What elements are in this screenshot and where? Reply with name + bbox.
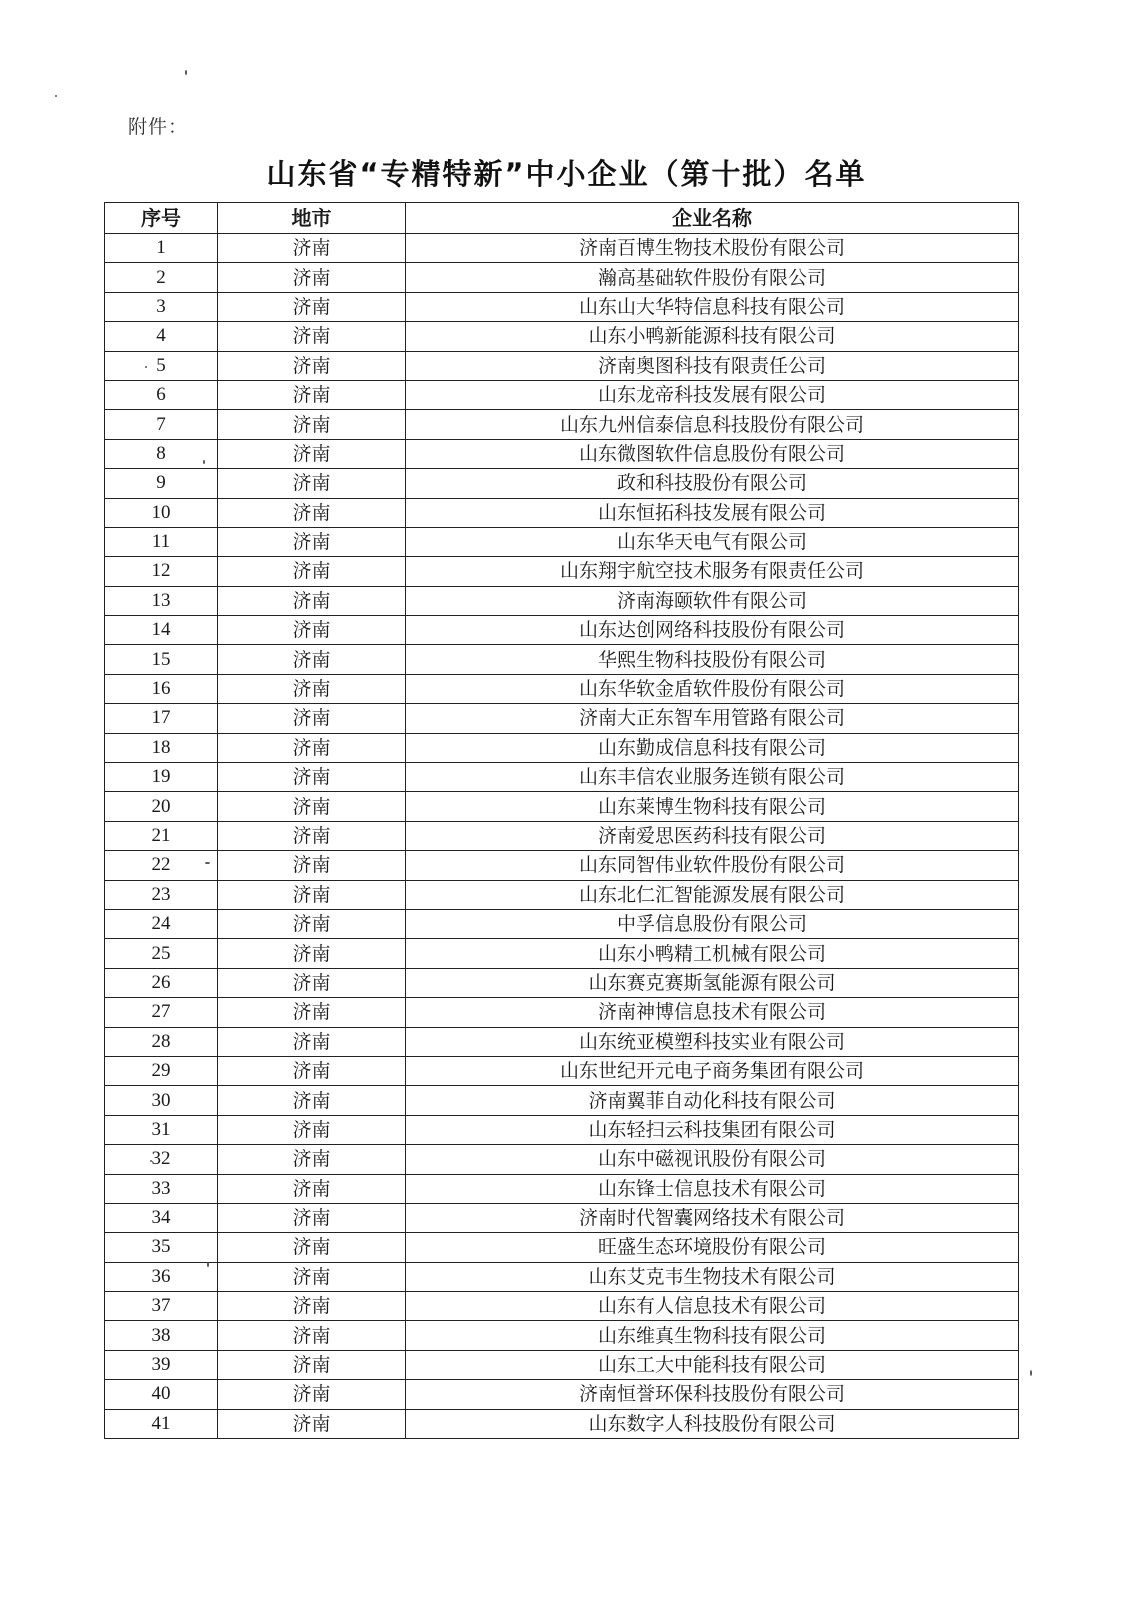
cell-city: 济南	[218, 763, 406, 792]
cell-seq: 10	[105, 498, 218, 527]
cell-seq: 9	[105, 469, 218, 498]
cell-company-name: 济南时代智囊网络技术有限公司	[406, 1203, 1019, 1232]
cell-company-name: 山东微图软件信息股份有限公司	[406, 439, 1019, 468]
table-row	[105, 263, 1019, 292]
cell-seq: 16	[105, 674, 218, 703]
table-row	[105, 1056, 1019, 1085]
cell-city: 济南	[218, 410, 406, 439]
table-row	[105, 763, 1019, 792]
table-row	[105, 1027, 1019, 1056]
cell-company-name: 山东莱博生物科技有限公司	[406, 792, 1019, 821]
table-row	[105, 1233, 1019, 1262]
cell-seq: 31	[105, 1115, 218, 1144]
cell-seq: 3	[105, 292, 218, 321]
cell-company-name: 山东世纪开元电子商务集团有限公司	[406, 1056, 1019, 1085]
cell-city: 济南	[218, 821, 406, 850]
cell-city: 济南	[218, 616, 406, 645]
table-row	[105, 1350, 1019, 1379]
cell-seq: 24	[105, 909, 218, 938]
scan-speck	[205, 862, 210, 864]
cell-seq: 22	[105, 851, 218, 880]
cell-city: 济南	[218, 880, 406, 909]
cell-city: 济南	[218, 380, 406, 409]
cell-company-name: 山东轻扫云科技集团有限公司	[406, 1115, 1019, 1144]
scan-speck	[55, 95, 57, 97]
cell-seq: 19	[105, 763, 218, 792]
cell-seq: 18	[105, 733, 218, 762]
cell-seq: 21	[105, 821, 218, 850]
cell-city: 济南	[218, 704, 406, 733]
cell-seq: 38	[105, 1321, 218, 1350]
cell-city: 济南	[218, 1203, 406, 1232]
cell-company-name: 济南大正东智车用管路有限公司	[406, 704, 1019, 733]
header-city: 地市	[218, 203, 406, 234]
cell-company-name: 山东工大中能科技有限公司	[406, 1350, 1019, 1379]
cell-company-name: 华熙生物科技股份有限公司	[406, 645, 1019, 674]
cell-city: 济南	[218, 1056, 406, 1085]
cell-seq: 8	[105, 439, 218, 468]
table-header-row	[105, 203, 1019, 234]
cell-city: 济南	[218, 1262, 406, 1291]
enterprise-table	[104, 202, 1019, 1439]
cell-company-name: 山东有人信息技术有限公司	[406, 1292, 1019, 1321]
cell-city: 济南	[218, 292, 406, 321]
cell-company-name: 济南百博生物技术股份有限公司	[406, 234, 1019, 263]
cell-city: 济南	[218, 1027, 406, 1056]
cell-city: 济南	[218, 674, 406, 703]
cell-city: 济南	[218, 351, 406, 380]
table-row	[105, 998, 1019, 1027]
table-body	[105, 234, 1019, 1439]
cell-company-name: 山东小鸭新能源科技有限公司	[406, 322, 1019, 351]
table-row	[105, 851, 1019, 880]
header-name: 企业名称	[406, 203, 1019, 234]
table-row	[105, 616, 1019, 645]
table-row	[105, 821, 1019, 850]
cell-city: 济南	[218, 1086, 406, 1115]
table-row	[105, 1203, 1019, 1232]
cell-city: 济南	[218, 1115, 406, 1144]
cell-company-name: 山东勤成信息科技有限公司	[406, 733, 1019, 762]
scan-speck	[145, 366, 147, 368]
table-row	[105, 733, 1019, 762]
table-row	[105, 1321, 1019, 1350]
cell-company-name: 山东达创网络科技股份有限公司	[406, 616, 1019, 645]
cell-company-name: 山东锋士信息技术有限公司	[406, 1174, 1019, 1203]
cell-company-name: 山东华软金盾软件股份有限公司	[406, 674, 1019, 703]
cell-company-name: 山东数字人科技股份有限公司	[406, 1409, 1019, 1438]
cell-company-name: 济南海颐软件有限公司	[406, 586, 1019, 615]
cell-company-name: 旺盛生态环境股份有限公司	[406, 1233, 1019, 1262]
table-row	[105, 292, 1019, 321]
table-row	[105, 439, 1019, 468]
cell-company-name: 山东统亚模塑科技实业有限公司	[406, 1027, 1019, 1056]
cell-city: 济南	[218, 1409, 406, 1438]
table-row	[105, 1086, 1019, 1115]
header-seq: 序号	[105, 203, 218, 234]
cell-company-name: 中孚信息股份有限公司	[406, 909, 1019, 938]
cell-city: 济南	[218, 645, 406, 674]
cell-seq: 27	[105, 998, 218, 1027]
cell-company-name: 济南翼菲自动化科技有限公司	[406, 1086, 1019, 1115]
cell-seq: 14	[105, 616, 218, 645]
cell-city: 济南	[218, 586, 406, 615]
cell-seq: 23	[105, 880, 218, 909]
table-row	[105, 968, 1019, 997]
cell-seq: 15	[105, 645, 218, 674]
cell-company-name: 政和科技股份有限公司	[406, 469, 1019, 498]
table-row	[105, 1115, 1019, 1144]
table-row	[105, 351, 1019, 380]
cell-company-name: 山东中磁视讯股份有限公司	[406, 1145, 1019, 1174]
cell-company-name: 山东小鸭精工机械有限公司	[406, 939, 1019, 968]
cell-seq: 26	[105, 968, 218, 997]
scan-speck	[150, 1160, 152, 1162]
cell-city: 济南	[218, 968, 406, 997]
table-row	[105, 674, 1019, 703]
cell-city: 济南	[218, 439, 406, 468]
page-title: 山东省“专精特新”中小企业（第十批）名单	[266, 157, 867, 191]
table-row	[105, 380, 1019, 409]
cell-city: 济南	[218, 1321, 406, 1350]
cell-company-name: 山东九州信泰信息科技股份有限公司	[406, 410, 1019, 439]
cell-company-name: 山东维真生物科技有限公司	[406, 1321, 1019, 1350]
table-row	[105, 1380, 1019, 1409]
cell-company-name: 济南恒誉环保科技股份有限公司	[406, 1380, 1019, 1409]
cell-seq: 6	[105, 380, 218, 409]
attachment-label: 附件：	[128, 116, 189, 138]
cell-seq: 34	[105, 1203, 218, 1232]
cell-company-name: 瀚高基础软件股份有限公司	[406, 263, 1019, 292]
cell-city: 济南	[218, 998, 406, 1027]
cell-seq: 20	[105, 792, 218, 821]
table-row	[105, 469, 1019, 498]
table-row	[105, 704, 1019, 733]
cell-seq: 13	[105, 586, 218, 615]
cell-seq: 39	[105, 1350, 218, 1379]
cell-city: 济南	[218, 557, 406, 586]
scan-speck	[185, 70, 187, 75]
scan-speck	[1030, 1370, 1032, 1376]
cell-city: 济南	[218, 322, 406, 351]
cell-seq: 40	[105, 1380, 218, 1409]
cell-seq: 5	[105, 351, 218, 380]
cell-company-name: 山东恒拓科技发展有限公司	[406, 498, 1019, 527]
cell-company-name: 山东华天电气有限公司	[406, 527, 1019, 556]
cell-city: 济南	[218, 909, 406, 938]
cell-seq: 33	[105, 1174, 218, 1203]
cell-seq: 4	[105, 322, 218, 351]
table-row	[105, 909, 1019, 938]
cell-city: 济南	[218, 1380, 406, 1409]
cell-company-name: 山东艾克韦生物技术有限公司	[406, 1262, 1019, 1291]
cell-city: 济南	[218, 263, 406, 292]
cell-city: 济南	[218, 469, 406, 498]
cell-seq: 17	[105, 704, 218, 733]
table-row	[105, 880, 1019, 909]
cell-company-name: 济南爱思医药科技有限公司	[406, 821, 1019, 850]
table-row	[105, 410, 1019, 439]
cell-seq: 7	[105, 410, 218, 439]
table-row	[105, 322, 1019, 351]
table-row	[105, 645, 1019, 674]
cell-company-name: 山东北仁汇智能源发展有限公司	[406, 880, 1019, 909]
cell-seq: 1	[105, 234, 218, 263]
cell-seq: 25	[105, 939, 218, 968]
cell-seq: 29	[105, 1056, 218, 1085]
table-row	[105, 939, 1019, 968]
cell-city: 济南	[218, 527, 406, 556]
table-row	[105, 498, 1019, 527]
cell-company-name: 山东赛克赛斯氢能源有限公司	[406, 968, 1019, 997]
cell-city: 济南	[218, 1350, 406, 1379]
cell-company-name: 济南奥图科技有限责任公司	[406, 351, 1019, 380]
cell-company-name: 山东丰信农业服务连锁有限公司	[406, 763, 1019, 792]
cell-city: 济南	[218, 1145, 406, 1174]
table-row	[105, 586, 1019, 615]
cell-company-name: 山东同智伟业软件股份有限公司	[406, 851, 1019, 880]
cell-seq: 35	[105, 1233, 218, 1262]
table-row	[105, 234, 1019, 263]
table-row	[105, 1262, 1019, 1291]
cell-city: 济南	[218, 498, 406, 527]
cell-seq: 12	[105, 557, 218, 586]
cell-seq: 32	[105, 1145, 218, 1174]
cell-city: 济南	[218, 1292, 406, 1321]
cell-company-name: 济南神博信息技术有限公司	[406, 998, 1019, 1027]
table-row	[105, 1292, 1019, 1321]
cell-city: 济南	[218, 792, 406, 821]
cell-company-name: 山东山大华特信息科技有限公司	[406, 292, 1019, 321]
table-row	[105, 1174, 1019, 1203]
cell-city: 济南	[218, 851, 406, 880]
table-row	[105, 1409, 1019, 1438]
table-row	[105, 792, 1019, 821]
cell-seq: 11	[105, 527, 218, 556]
cell-seq: 2	[105, 263, 218, 292]
table-row	[105, 557, 1019, 586]
cell-company-name: 山东翔宇航空技术服务有限责任公司	[406, 557, 1019, 586]
scan-speck	[207, 1262, 209, 1267]
cell-city: 济南	[218, 733, 406, 762]
cell-city: 济南	[218, 234, 406, 263]
cell-seq: 37	[105, 1292, 218, 1321]
scan-speck	[203, 460, 205, 464]
cell-city: 济南	[218, 1174, 406, 1203]
cell-city: 济南	[218, 1233, 406, 1262]
cell-city: 济南	[218, 939, 406, 968]
table-row	[105, 527, 1019, 556]
cell-company-name: 山东龙帝科技发展有限公司	[406, 380, 1019, 409]
cell-seq: 36	[105, 1262, 218, 1291]
cell-seq: 28	[105, 1027, 218, 1056]
table-row	[105, 1145, 1019, 1174]
cell-seq: 41	[105, 1409, 218, 1438]
cell-seq: 30	[105, 1086, 218, 1115]
